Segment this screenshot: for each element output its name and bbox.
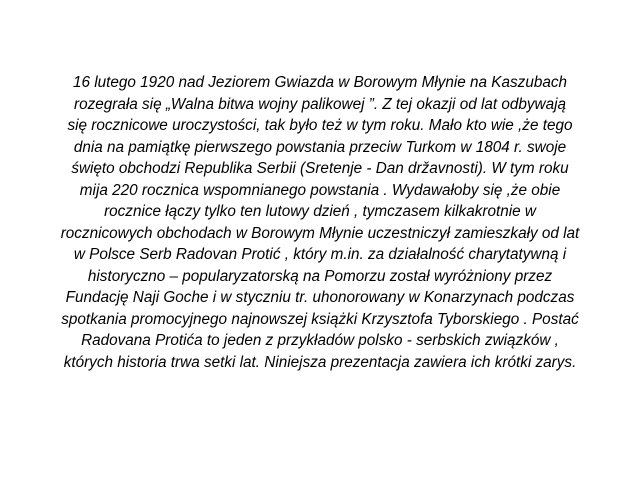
text-line-3: się rocznicowe uroczystości, tak było też w tym roku. Mało kto wie ,że tego: [67, 117, 573, 134]
text-line-11: Fundację Naji Goche i w styczniu tr. uhonorowany w Konarzynach podczas: [65, 289, 575, 306]
text-line-14: których historia trwa setki lat. Niniejsza prezentacja zawiera ich krótki zarys.: [63, 353, 577, 371]
text-line-5: święto obchodzi Republika Serbii (Sretenje - Dan državnosti). W tym roku: [71, 160, 569, 177]
text-line-13: Radovana Protića to jeden z przykładów polsko - serbskich związków ,: [81, 332, 559, 349]
text-line-1: 16 lutego 1920 nad Jeziorem Gwiazda w Borowym Młynie na Kaszubach: [72, 74, 567, 91]
text-line-4: dnia na pamiątkę pierwszego powstania przeciw Turkom w 1804 r. swoje: [73, 138, 567, 156]
text-line-12: spotkania promocyjnego najnowszej książki Krzysztofa Tyborskiego . Postać: [61, 310, 579, 328]
text-line-9: w Polsce Serb Radovan Protić , który m.in. za działalność charytatywną i: [73, 246, 567, 263]
slide-text-body: [14, 72, 626, 373]
text-line-6: mija 220 rocznica wspomnianego powstania . Wydawałoby się ,że obie: [79, 181, 561, 199]
text-line-8: rocznicowych obchodach w Borowym Młynie uczestniczył zamieszkały od lat: [60, 224, 580, 242]
text-line-2: rozegrała się „Walna bitwa wojny palikowej ”. Z tej okazji od lat odbywają: [74, 95, 566, 113]
text-line-10: historyczno – popularyzatorską na Pomorzu został wyróżniony przez: [87, 267, 553, 285]
text-line-7: rocznice łączy tylko ten lutowy dzień , tymczasem kilkakrotnie w: [104, 203, 536, 220]
